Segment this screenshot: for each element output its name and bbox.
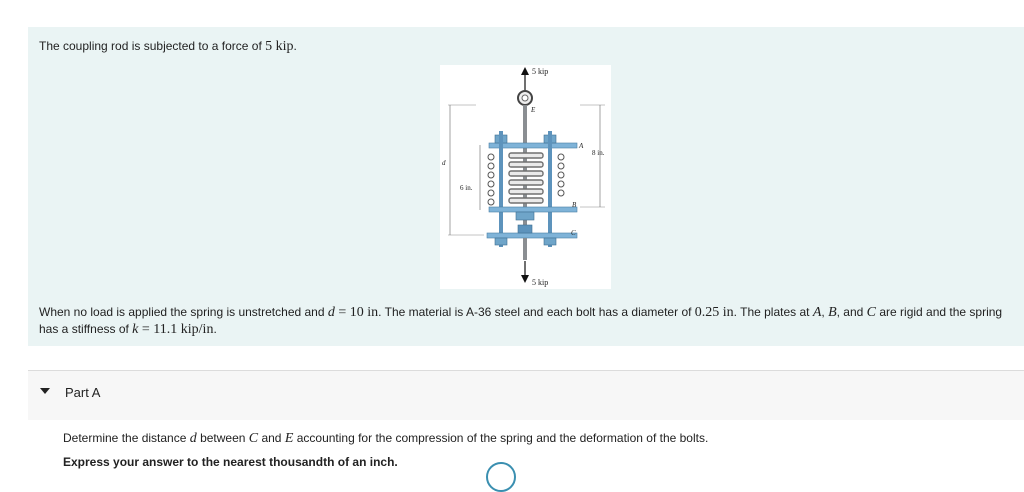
- desc-text: .: [213, 322, 217, 336]
- answer-widget-edge[interactable]: [486, 462, 516, 492]
- math-k: k: [132, 322, 139, 337]
- math-C: C: [866, 305, 877, 320]
- desc-text: ,: [821, 305, 829, 319]
- math-k-value: 11.1 kip/in: [153, 322, 214, 337]
- problem-description: [39, 304, 1014, 338]
- math-A: A: [812, 305, 822, 320]
- math-d: d: [189, 431, 197, 446]
- desc-text: , and: [836, 305, 867, 319]
- question-text: accounting for the compression of the spring and the deformation of the bolts.: [293, 431, 709, 445]
- math-B: B: [828, 305, 837, 320]
- intro-text: The coupling rod is subjected to a force of: [39, 39, 266, 53]
- label-d: d: [442, 159, 446, 167]
- intro-end: .: [293, 39, 297, 53]
- desc-text: When no load is applied the spring is unstretched and: [39, 305, 328, 319]
- math-eq: =: [138, 322, 154, 337]
- bottom-force-label: 5 kip: [532, 278, 549, 287]
- coupling-rod-figure: [440, 65, 611, 289]
- math-E: E: [284, 431, 294, 446]
- label-6in: 6 in.: [460, 184, 473, 192]
- label-B: B: [572, 201, 577, 209]
- top-force-label: 5 kip: [532, 67, 549, 76]
- label-C: C: [571, 229, 576, 237]
- part-a-title[interactable]: Part A: [65, 385, 101, 400]
- math-eq: =: [334, 305, 350, 320]
- math-C: C: [248, 431, 259, 446]
- desc-text: . The material is A-36 steel and each bolt has a diameter of: [378, 305, 695, 319]
- collapse-caret-icon[interactable]: [40, 388, 50, 394]
- intro-force: 5 kip: [265, 39, 294, 54]
- math-d: d: [327, 305, 335, 320]
- math-d-value: 10 in: [349, 305, 379, 320]
- label-E: E: [531, 106, 536, 114]
- label-A: A: [579, 142, 584, 150]
- question-text: and: [258, 431, 285, 445]
- problem-intro: [39, 39, 297, 55]
- label-8in: 8 in.: [592, 149, 605, 157]
- desc-text: are rigid and the spring has a stiffness of: [39, 305, 1003, 336]
- part-a-question: [63, 431, 708, 447]
- answer-instruction: Express your answer to the nearest thousandth of an inch.: [63, 455, 398, 469]
- desc-text: . The plates at: [733, 305, 813, 319]
- math-bolt-diameter: 0.25 in: [694, 305, 734, 320]
- question-text: Determine the distance: [63, 431, 190, 445]
- question-text: between: [196, 431, 249, 445]
- part-a-header[interactable]: [28, 371, 1024, 420]
- problem-statement: [28, 27, 1024, 346]
